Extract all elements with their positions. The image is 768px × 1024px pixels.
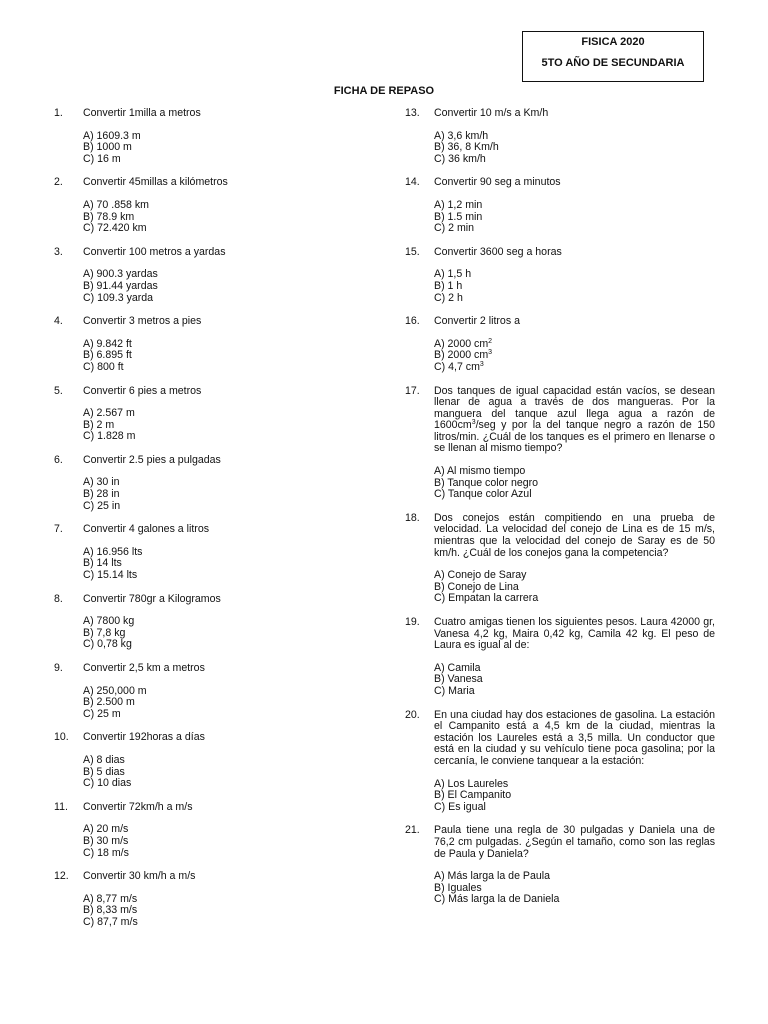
answer-option-text: A) 1609.3 m bbox=[83, 129, 141, 142]
question-text: Convertir 45millas a kilómetros bbox=[83, 176, 228, 189]
answer-option-text: A) 70 .858 km bbox=[83, 198, 149, 211]
question-number: 5. bbox=[54, 384, 63, 397]
answer-option-text: B) 14 lts bbox=[83, 557, 122, 570]
answer-option-text: B) 6.895 ft bbox=[83, 349, 132, 362]
question-text: Convertir 192horas a días bbox=[83, 731, 205, 744]
answer-option-text: B) 8,33 m/s bbox=[83, 904, 138, 917]
question-number: 4. bbox=[54, 315, 63, 328]
answer-options bbox=[434, 200, 715, 235]
answer-options bbox=[83, 686, 384, 721]
answer-option-text: A) 3,6 km/h bbox=[434, 129, 489, 142]
question-text: Convertir 72km/h a m/s bbox=[83, 800, 193, 813]
answer-option-text: B) 28 in bbox=[83, 488, 120, 501]
answer-option-text: C) 36 km/h bbox=[434, 152, 486, 165]
answer-options bbox=[434, 269, 715, 304]
answer-option bbox=[434, 686, 715, 698]
question-item bbox=[54, 386, 384, 443]
answer-option bbox=[83, 570, 384, 582]
answer-option bbox=[434, 212, 715, 224]
answer-option bbox=[83, 489, 384, 501]
answer-option-text: B) Vanesa bbox=[434, 673, 483, 686]
answer-option-text: A) Al mismo tiempo bbox=[434, 465, 526, 478]
question-number: 2. bbox=[54, 176, 63, 189]
answer-option-text: A) 16.956 lts bbox=[83, 545, 143, 558]
answer-option bbox=[83, 142, 384, 154]
answer-option-text: A) 2000 cm bbox=[434, 337, 489, 350]
superscript: 3 bbox=[471, 419, 476, 427]
answer-option-text: B) 91.44 yardas bbox=[83, 279, 158, 292]
answer-option-text: C) 0,78 kg bbox=[83, 638, 132, 651]
question-number: 18. bbox=[405, 511, 420, 524]
question-number: 8. bbox=[54, 592, 63, 605]
question-number: 13. bbox=[405, 107, 420, 119]
answer-option-text: C) 109.3 yarda bbox=[83, 291, 154, 304]
question-number: 20. bbox=[405, 708, 420, 721]
answer-options bbox=[83, 339, 384, 374]
answer-options bbox=[83, 269, 384, 304]
answer-option-text: B) Conejo de Lina bbox=[434, 580, 519, 593]
question-text: Convertir 10 m/s a Km/h bbox=[434, 107, 549, 119]
left-column bbox=[54, 108, 384, 941]
answer-option-text: A) 1,2 min bbox=[434, 198, 483, 211]
answer-option-text: A) 9.842 ft bbox=[83, 337, 132, 350]
answer-option-text: C) 1.828 m bbox=[83, 430, 136, 443]
right-column bbox=[405, 108, 715, 918]
question-text: Cuatro amigas tienen los siguientes pesos. Laura 42000 gr, Vanesa 4,2 kg, Maira 0,42 kg, Camila 42 kg. El peso de Laura es igual al de: bbox=[434, 616, 715, 652]
answer-option bbox=[434, 593, 715, 605]
question-text: Convertir 6 pies a metros bbox=[83, 384, 202, 397]
question-text: Convertir 4 galones a litros bbox=[83, 523, 210, 536]
answer-option-text: C) 800 ft bbox=[83, 360, 124, 373]
answer-option-text: B) El Campanito bbox=[434, 789, 512, 802]
answer-options bbox=[83, 477, 384, 512]
answer-options bbox=[83, 824, 384, 859]
course-title: FISICA 2020 bbox=[581, 36, 645, 48]
question-text: Convertir 2,5 km a metros bbox=[83, 662, 205, 674]
answer-option-text: B) 36, 8 Km/h bbox=[434, 141, 499, 154]
answer-option-text: A) 20 m/s bbox=[83, 823, 129, 836]
answer-option bbox=[83, 350, 384, 362]
answer-option bbox=[83, 917, 384, 929]
question-text bbox=[434, 386, 715, 456]
answer-option bbox=[434, 362, 715, 374]
answer-option-text: A) 900.3 yardas bbox=[83, 268, 158, 281]
question-text: Dos conejos están compitiendo en una prueba de velocidad. La velocidad del conejo de Lina es de 15 m/s, mientras que la velocidad del conejo de Saray es de 50 km/h. ¿Cuál de los conejos gana la competencia? bbox=[434, 511, 715, 559]
answer-option-text: A) 2.567 m bbox=[83, 407, 135, 420]
question-item bbox=[54, 524, 384, 581]
answer-option-text: B) 7,8 kg bbox=[83, 626, 126, 639]
question-item bbox=[405, 710, 715, 814]
answer-option-text: B) 78.9 km bbox=[83, 210, 135, 223]
answer-options bbox=[83, 200, 384, 235]
answer-options bbox=[83, 616, 384, 651]
answer-option bbox=[434, 269, 715, 281]
question-item bbox=[54, 177, 384, 234]
question-number: 3. bbox=[54, 245, 63, 258]
question-item bbox=[405, 316, 715, 373]
question-item bbox=[54, 594, 384, 651]
answer-option-text: A) Conejo de Saray bbox=[434, 569, 527, 582]
question-item bbox=[54, 871, 384, 928]
answer-option bbox=[434, 802, 715, 814]
question-number: 10. bbox=[54, 731, 69, 744]
question-text: Convertir 90 seg a minutos bbox=[434, 176, 561, 189]
question-text: Convertir 3 metros a pies bbox=[83, 315, 202, 328]
answer-option-text: C) 25 in bbox=[83, 499, 121, 512]
answer-option-text: A) 250,000 m bbox=[83, 684, 147, 697]
question-number: 17. bbox=[405, 384, 420, 397]
question-item bbox=[54, 108, 384, 165]
answer-option-text: A) 8 dias bbox=[83, 753, 125, 766]
question-text: Convertir 1milla a metros bbox=[83, 107, 201, 119]
answer-option bbox=[83, 501, 384, 513]
answer-option bbox=[83, 408, 384, 420]
answer-option bbox=[434, 154, 715, 166]
question-number: 9. bbox=[54, 662, 63, 674]
question-text: Convertir 2.5 pies a pulgadas bbox=[83, 453, 221, 466]
answer-option-text: B) 1 h bbox=[434, 279, 463, 292]
answer-options bbox=[83, 547, 384, 582]
answer-option bbox=[83, 639, 384, 651]
answer-option bbox=[83, 755, 384, 767]
answer-options bbox=[434, 871, 715, 906]
question-number: 19. bbox=[405, 616, 420, 628]
answer-option-text: C) Maria bbox=[434, 684, 475, 697]
answer-option bbox=[434, 894, 715, 906]
answer-option-text: B) 2000 cm bbox=[434, 349, 489, 362]
question-item bbox=[54, 802, 384, 859]
answer-option-text: C) 2 h bbox=[434, 291, 463, 304]
answer-option-text: C) Más larga la de Daniela bbox=[434, 893, 560, 906]
answer-option bbox=[83, 154, 384, 166]
question-number: 16. bbox=[405, 315, 420, 328]
answer-option-text: A) Más larga la de Paula bbox=[434, 870, 551, 883]
answer-option-text: B) 1.5 min bbox=[434, 210, 483, 223]
question-item bbox=[405, 247, 715, 304]
question-number: 15. bbox=[405, 245, 420, 258]
answer-option-text: C) 2 min bbox=[434, 222, 475, 235]
answer-option bbox=[434, 223, 715, 235]
answer-option-text: A) 30 in bbox=[83, 476, 120, 489]
question-number: 11. bbox=[54, 800, 68, 813]
question-item bbox=[54, 732, 384, 789]
answer-option-text: B) 1000 m bbox=[83, 141, 132, 154]
answer-options bbox=[434, 570, 715, 605]
answer-option bbox=[83, 778, 384, 790]
answer-option-text: C) 72.420 km bbox=[83, 222, 147, 235]
question-item bbox=[54, 663, 384, 720]
answer-option-text: B) 2 m bbox=[83, 418, 115, 431]
question-text: En una ciudad hay dos estaciones de gasolina. La estación el Campanito está a 4,5 km de la ciudad, mientras la estación los Laureles está a 3,5 milla. Un conductor que está en la ciudad y su vehículo tiene poca gasolina; por la cercanía, le conviene tanquear a la estación: bbox=[434, 708, 715, 767]
question-text: Convertir 3600 seg a horas bbox=[434, 245, 562, 258]
question-text-part: /seg y por la del tanque negro a razón de 150 litros/min. ¿Cuál de los tanques es el primero en llenarse o se llenan al mismo tiempo? bbox=[434, 419, 715, 455]
answer-option-text: A) 7800 kg bbox=[83, 615, 135, 628]
question-item bbox=[405, 177, 715, 234]
answer-option bbox=[83, 293, 384, 305]
answer-option bbox=[83, 547, 384, 559]
answer-option bbox=[83, 431, 384, 443]
answer-option-text: C) Es igual bbox=[434, 800, 486, 813]
answer-option bbox=[83, 477, 384, 489]
question-item bbox=[405, 513, 715, 605]
question-text: Convertir 30 km/h a m/s bbox=[83, 870, 196, 883]
answer-option-text: C) Empatan la carrera bbox=[434, 592, 539, 605]
question-number: 6. bbox=[54, 453, 63, 466]
answer-option bbox=[83, 697, 384, 709]
question-item bbox=[54, 316, 384, 373]
answer-option bbox=[83, 362, 384, 374]
superscript: 2 bbox=[488, 337, 493, 345]
answer-options bbox=[434, 131, 715, 166]
answer-option bbox=[434, 674, 715, 686]
question-text-part: Dos tanques de igual capacidad están vacíos, se desean llenar de agua a través de dos mangueras. Por la manguera del tanque azul llega agua a razón de 1600cm bbox=[434, 384, 715, 432]
answer-option-text: C) Tanque color Azul bbox=[434, 488, 532, 501]
question-text: Convertir 2 litros a bbox=[434, 315, 520, 328]
answer-options bbox=[434, 779, 715, 814]
answer-options bbox=[83, 755, 384, 790]
answer-option-text: B) 5 dias bbox=[83, 765, 125, 778]
question-item bbox=[405, 108, 715, 165]
question-text: Convertir 780gr a Kilogramos bbox=[83, 592, 221, 605]
answer-options bbox=[434, 339, 715, 374]
answer-option-text: C) 4,7 cm bbox=[434, 360, 480, 373]
page-title: FICHA DE REPASO bbox=[333, 85, 435, 97]
question-item bbox=[405, 386, 715, 501]
answer-option bbox=[434, 489, 715, 501]
answer-option-text: B) Iguales bbox=[434, 881, 482, 894]
course-grade: 5TO AÑO DE SECUNDARIA bbox=[541, 57, 685, 69]
superscript: 3 bbox=[479, 360, 484, 368]
answer-options bbox=[83, 894, 384, 929]
superscript: 3 bbox=[488, 349, 493, 357]
question-number: 12. bbox=[54, 870, 69, 883]
answer-option-text: C) 16 m bbox=[83, 152, 121, 165]
answer-option bbox=[434, 281, 715, 293]
question-number: 21. bbox=[405, 824, 420, 837]
question-item bbox=[54, 455, 384, 512]
answer-option-text: A) Los Laureles bbox=[434, 777, 509, 790]
question-item bbox=[405, 617, 715, 698]
answer-option bbox=[83, 709, 384, 721]
answer-option-text: C) 15.14 lts bbox=[83, 569, 138, 582]
answer-option-text: A) Camila bbox=[434, 661, 481, 674]
question-item bbox=[54, 247, 384, 304]
answer-options bbox=[83, 408, 384, 443]
answer-option-text: B) 30 m/s bbox=[83, 834, 129, 847]
question-text: Paula tiene una regla de 30 pulgadas y Daniela una de 76,2 cm pulgadas. ¿Según el tamaño, como son las reglas de Paula y Daniela? bbox=[434, 824, 715, 860]
answer-option-text: B) 2.500 m bbox=[83, 696, 135, 709]
answer-option bbox=[83, 848, 384, 860]
course-header-box bbox=[522, 31, 704, 82]
answer-options bbox=[434, 663, 715, 698]
answer-option bbox=[434, 293, 715, 305]
answer-options bbox=[434, 466, 715, 501]
answer-option-text: C) 18 m/s bbox=[83, 846, 129, 859]
answer-option-text: A) 1,5 h bbox=[434, 268, 472, 281]
question-item bbox=[405, 825, 715, 906]
answer-option bbox=[83, 223, 384, 235]
answer-option-text: C) 10 dias bbox=[83, 777, 132, 790]
answer-option-text: C) 25 m bbox=[83, 707, 121, 720]
answer-option-text: C) 87,7 m/s bbox=[83, 915, 138, 928]
answer-option-text: A) 8,77 m/s bbox=[83, 892, 138, 905]
question-number: 1. bbox=[54, 107, 63, 119]
question-text: Convertir 100 metros a yardas bbox=[83, 245, 226, 258]
answer-options bbox=[83, 131, 384, 166]
answer-option-text: B) Tanque color negro bbox=[434, 476, 539, 489]
answer-option bbox=[83, 616, 384, 628]
question-number: 7. bbox=[54, 523, 63, 536]
question-number: 14. bbox=[405, 176, 420, 189]
